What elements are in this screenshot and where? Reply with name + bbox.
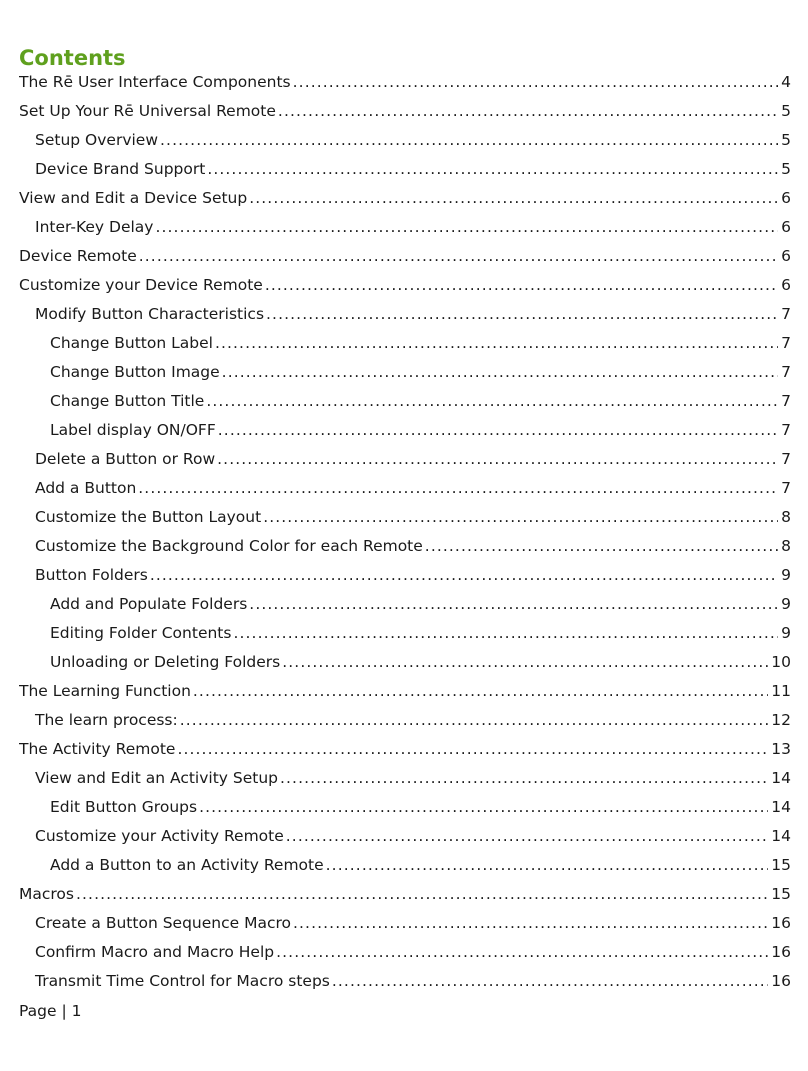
dot-leader	[218, 416, 778, 445]
dot-leader	[263, 503, 778, 532]
dot-leader	[180, 706, 769, 735]
toc-entry-page-number: 14	[771, 769, 791, 787]
toc-entry-page-number: 8	[781, 508, 791, 526]
toc-entry-title: Create a Button Sequence Macro	[35, 914, 291, 932]
toc-entry-title: Editing Folder Contents	[50, 624, 232, 642]
toc-entry-title: Unloading or Deleting Folders	[50, 653, 281, 671]
toc-entry-page-number: 7	[781, 450, 791, 468]
dot-leader	[222, 358, 778, 387]
table-of-contents	[19, 68, 791, 996]
toc-entry-page-number: 8	[781, 537, 791, 555]
toc-entry-title: Change Button Title	[50, 392, 205, 410]
toc-entry-page-number: 14	[771, 798, 791, 816]
dot-leader	[276, 938, 768, 967]
toc-entry-title: The Activity Remote	[19, 740, 176, 758]
dot-leader	[199, 793, 768, 822]
toc-entry-page-number: 16	[771, 943, 791, 961]
toc-entry[interactable]	[19, 271, 791, 300]
toc-entry-title: Change Button Label	[50, 334, 213, 352]
toc-entry-page-number: 13	[771, 740, 791, 758]
dot-leader	[207, 155, 778, 184]
toc-entry[interactable]	[19, 706, 791, 735]
toc-entry-page-number: 16	[771, 972, 791, 990]
toc-entry-page-number: 7	[781, 334, 791, 352]
toc-entry[interactable]	[19, 329, 791, 358]
toc-entry[interactable]	[19, 793, 791, 822]
dot-leader	[233, 619, 778, 648]
toc-entry-page-number: 12	[771, 711, 791, 729]
toc-entry[interactable]	[19, 938, 791, 967]
toc-entry-title: Customize the Button Layout	[35, 508, 262, 526]
dot-leader	[150, 561, 778, 590]
toc-entry-page-number: 7	[781, 392, 791, 410]
toc-entry-title: Label display ON/OFF	[50, 421, 216, 439]
toc-entry-page-number: 15	[771, 856, 791, 874]
toc-entry-title: Delete a Button or Row	[35, 450, 216, 468]
contents-heading: Contents	[19, 46, 126, 70]
toc-entry-title: View and Edit an Activity Setup	[35, 769, 278, 787]
toc-entry-title: Set Up Your Rē Universal Remote	[19, 102, 276, 120]
toc-entry-title: Customize your Activity Remote	[35, 827, 284, 845]
toc-entry-title: Macros	[19, 885, 74, 903]
toc-entry-title: Setup Overview	[35, 131, 159, 149]
toc-entry[interactable]	[19, 358, 791, 387]
toc-entry-page-number: 15	[771, 885, 791, 903]
toc-entry[interactable]	[19, 387, 791, 416]
toc-entry-page-number: 5	[781, 160, 791, 178]
dot-leader	[282, 648, 768, 677]
toc-entry[interactable]	[19, 68, 791, 97]
dot-leader	[160, 126, 778, 155]
toc-entry-title: Add a Button	[35, 479, 137, 497]
dot-leader	[177, 735, 768, 764]
dot-leader	[249, 184, 778, 213]
dot-leader	[193, 677, 768, 706]
toc-entry[interactable]	[19, 97, 791, 126]
toc-entry-title: Inter-Key Delay	[35, 218, 154, 236]
toc-entry-title: Add a Button to an Activity Remote	[50, 856, 324, 874]
dot-leader	[215, 329, 778, 358]
dot-leader	[266, 300, 778, 329]
dot-leader	[206, 387, 778, 416]
toc-entry-title: The learn process:	[35, 711, 178, 729]
toc-entry-page-number: 11	[771, 682, 791, 700]
dot-leader	[76, 880, 768, 909]
toc-entry-title: Modify Button Characteristics	[35, 305, 265, 323]
toc-entry[interactable]	[19, 967, 791, 996]
toc-entry-title: Customize the Background Color for each Remote	[35, 537, 423, 555]
toc-entry[interactable]	[19, 213, 791, 242]
toc-entry-page-number: 6	[781, 276, 791, 294]
dot-leader	[278, 97, 778, 126]
dot-leader	[280, 764, 768, 793]
toc-entry[interactable]	[19, 416, 791, 445]
toc-entry-title: The Learning Function	[19, 682, 191, 700]
toc-entry-title: Customize your Device Remote	[19, 276, 263, 294]
dot-leader	[265, 271, 778, 300]
toc-entry[interactable]	[19, 851, 791, 880]
toc-entry[interactable]	[19, 648, 791, 677]
toc-entry-page-number: 6	[781, 247, 791, 265]
toc-entry[interactable]	[19, 677, 791, 706]
toc-entry-page-number: 6	[781, 189, 791, 207]
dot-leader	[293, 68, 778, 97]
toc-entry[interactable]	[19, 619, 791, 648]
toc-entry-title: View and Edit a Device Setup	[19, 189, 248, 207]
toc-entry-page-number: 7	[781, 421, 791, 439]
toc-entry-title: Edit Button Groups	[50, 798, 198, 816]
toc-entry-title: Confirm Macro and Macro Help	[35, 943, 275, 961]
toc-entry-page-number: 14	[771, 827, 791, 845]
toc-entry[interactable]	[19, 474, 791, 503]
toc-entry[interactable]	[19, 126, 791, 155]
toc-entry[interactable]	[19, 503, 791, 532]
page-footer: Page | 1	[19, 1002, 82, 1020]
dot-leader	[155, 213, 778, 242]
toc-entry-page-number: 6	[781, 218, 791, 236]
toc-entry-page-number: 7	[781, 479, 791, 497]
toc-entry-page-number: 7	[781, 363, 791, 381]
toc-entry-page-number: 5	[781, 102, 791, 120]
toc-entry-title: Add and Populate Folders	[50, 595, 248, 613]
dot-leader	[326, 851, 769, 880]
toc-entry[interactable]	[19, 822, 791, 851]
toc-entry[interactable]	[19, 242, 791, 271]
toc-entry-title: Change Button Image	[50, 363, 220, 381]
dot-leader	[425, 532, 778, 561]
toc-entry[interactable]	[19, 735, 791, 764]
dot-leader	[249, 590, 778, 619]
dot-leader	[138, 474, 778, 503]
dot-leader	[293, 909, 768, 938]
toc-entry[interactable]	[19, 880, 791, 909]
toc-entry-page-number: 7	[781, 305, 791, 323]
toc-entry[interactable]	[19, 532, 791, 561]
toc-entry[interactable]	[19, 561, 791, 590]
dot-leader	[286, 822, 769, 851]
dot-leader	[217, 445, 778, 474]
toc-entry[interactable]	[19, 155, 791, 184]
toc-entry[interactable]	[19, 300, 791, 329]
toc-entry[interactable]	[19, 590, 791, 619]
toc-entry-page-number: 9	[781, 566, 791, 584]
toc-entry-page-number: 9	[781, 595, 791, 613]
toc-entry-page-number: 16	[771, 914, 791, 932]
toc-entry-page-number: 4	[781, 73, 791, 91]
toc-entry-title: Device Brand Support	[35, 160, 206, 178]
toc-entry-page-number: 10	[771, 653, 791, 671]
dot-leader	[139, 242, 778, 271]
toc-entry-page-number: 9	[781, 624, 791, 642]
toc-entry[interactable]	[19, 764, 791, 793]
toc-entry-title: Transmit Time Control for Macro steps	[35, 972, 330, 990]
toc-entry-title: Button Folders	[35, 566, 148, 584]
toc-entry-title: The Rē User Interface Components	[19, 73, 291, 91]
toc-entry[interactable]	[19, 184, 791, 213]
toc-entry[interactable]	[19, 445, 791, 474]
toc-entry-title: Device Remote	[19, 247, 137, 265]
toc-entry-page-number: 5	[781, 131, 791, 149]
toc-entry[interactable]	[19, 909, 791, 938]
dot-leader	[332, 967, 768, 996]
